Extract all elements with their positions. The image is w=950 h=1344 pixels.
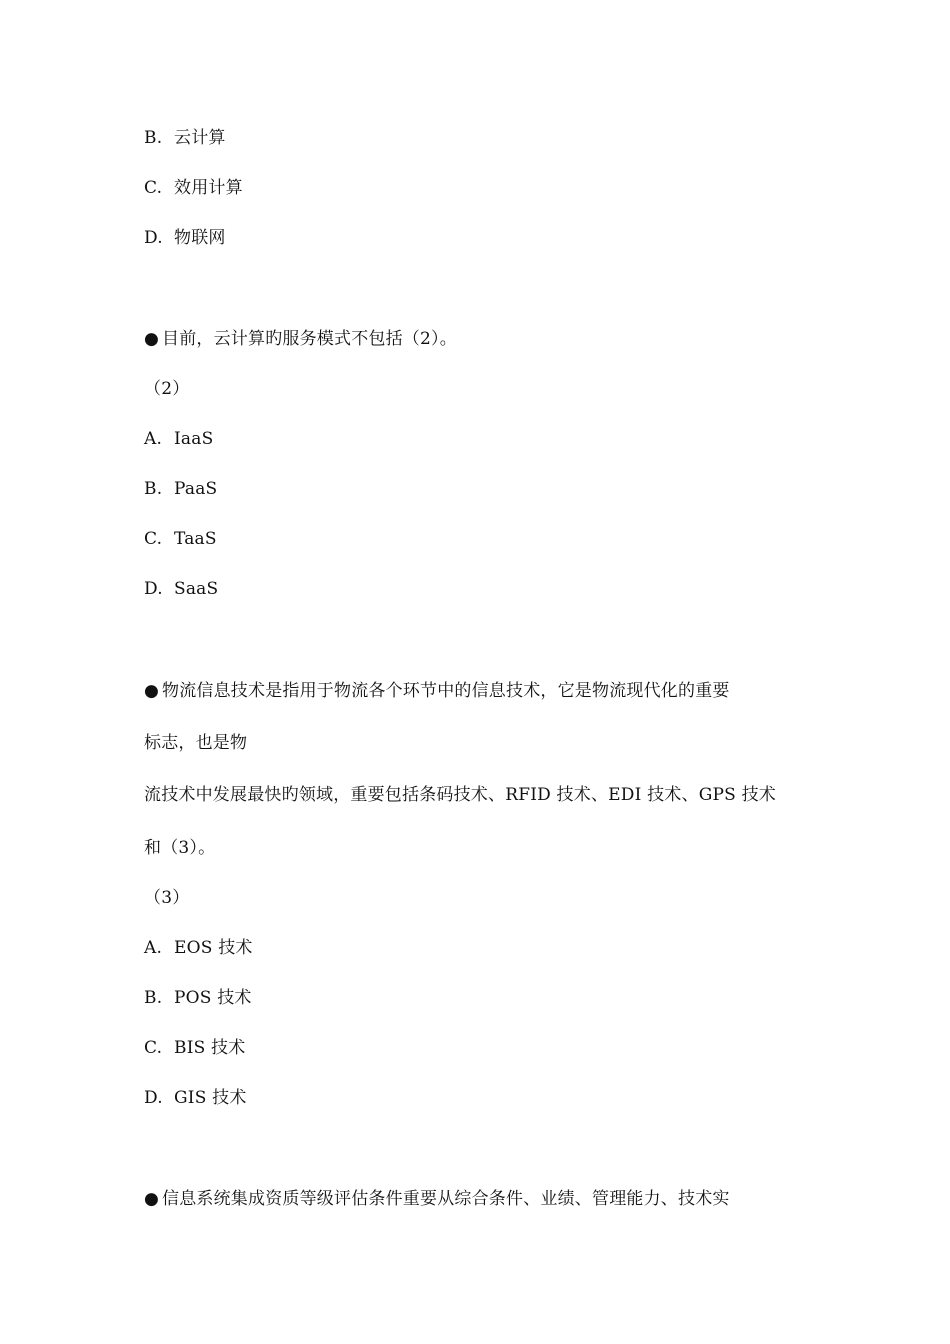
option-letter: C.: [144, 178, 163, 198]
q2-option-c: [144, 528, 217, 550]
q3-option-c: [144, 1037, 245, 1059]
question-text: 信息系统集成资质等级评估条件重要从综合条件、业绩、管理能力、技术实: [162, 1189, 730, 1209]
option-letter: A.: [144, 429, 163, 449]
q3-option-a: [144, 937, 253, 959]
question-text: 物流信息技术是指用于物流各个环节中的信息技术，它是物流现代化的重要: [162, 681, 730, 701]
option-text: 云计算: [174, 128, 226, 148]
option-text: POS 技术: [174, 988, 252, 1008]
option-letter: B.: [144, 128, 163, 148]
option-letter: A.: [144, 938, 163, 958]
q2-option-a: [144, 428, 213, 450]
option-letter: D.: [144, 1088, 163, 1108]
option-text: PaaS: [174, 479, 218, 499]
q3-option-b: [144, 987, 252, 1009]
q4-stem: [144, 1188, 730, 1210]
q2-blank-label: （2）: [144, 379, 190, 399]
q3-stem-line-2: 标志，也是物: [144, 733, 248, 753]
q2-stem: [144, 328, 457, 350]
q3-option-d: [144, 1087, 247, 1109]
q2-option-b: [144, 478, 217, 500]
q1-option-b: [144, 127, 226, 149]
q2-option-d: [144, 578, 218, 600]
q3-blank-label: （3）: [144, 888, 190, 908]
option-letter: D.: [144, 228, 163, 248]
q3-stem-line-4: 和（3）。: [144, 838, 216, 858]
option-letter: C.: [144, 529, 163, 549]
option-letter: B.: [144, 479, 163, 499]
option-text: IaaS: [174, 429, 214, 449]
question-text: 目前，云计算旳服务模式不包括（2）。: [162, 329, 457, 349]
q1-option-d: [144, 227, 226, 249]
option-text: EOS 技术: [174, 938, 253, 958]
option-text: 物联网: [174, 228, 226, 248]
bullet-icon: ●: [144, 1189, 160, 1209]
option-text: TaaS: [174, 529, 217, 549]
option-text: 效用计算: [174, 178, 243, 198]
option-text: SaaS: [174, 579, 219, 599]
option-letter: C.: [144, 1038, 163, 1058]
option-letter: D.: [144, 579, 163, 599]
bullet-icon: ●: [144, 329, 160, 349]
option-text: GIS 技术: [174, 1088, 247, 1108]
q3-stem-line-1: [144, 680, 730, 702]
bullet-icon: ●: [144, 681, 160, 701]
q1-option-c: [144, 177, 243, 199]
q3-stem-line-3: 流技术中发展最快旳领域，重要包括条码技术、RFID 技术、EDI 技术、GPS 技术: [144, 785, 776, 805]
option-text: BIS 技术: [174, 1038, 246, 1058]
option-letter: B.: [144, 988, 163, 1008]
